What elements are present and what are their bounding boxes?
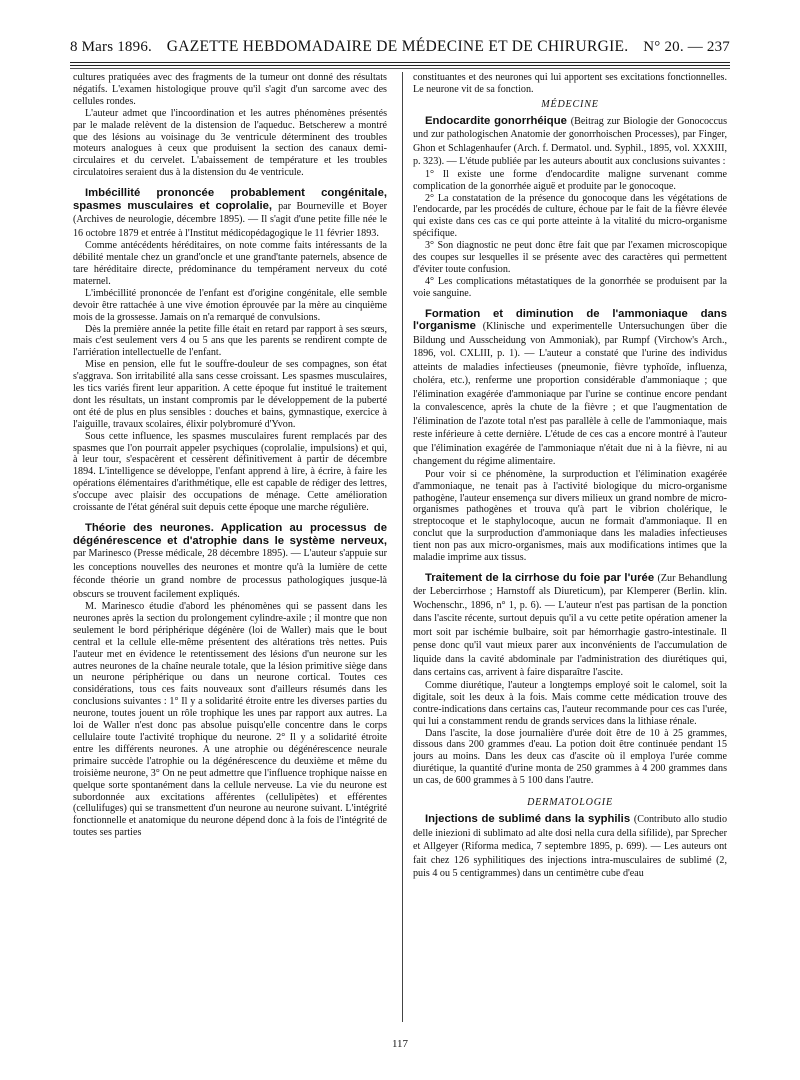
paragraph: L'imbécillité prononcée de l'enfant est d'origine congénitale, elle semble devoir être rattachée à une vive émotion éprouvée par la mère au cinquième mois de la grossesse. Jamais on n'a remarqué de convulsions. [73,287,387,323]
article-title: Formation et diminution de l'ammoniaque dans l'organisme [413,307,727,333]
paragraph: cultures pratiquées avec des fragments de la tumeur ont donné des résultats négatifs. L'examen histologique prouve qu'il s'agit d'un sarcome avec des cellules rondes. [73,72,387,107]
article-source: (Zur Behandlung der Lebercirrhose ; Harnstoff als Diureticum), par Klemperer (Berlin. klin. Wochenschr., 1896, n° 1, p. 6). — L'auteur n'est pas partisan de la ponction dans l'ascite récente, surtout depuis qu'il a vu cette petite opération amener la mort soit par ischémie bulbaire, soit par hémorrhagie gastro-intestinale. Il pense donc qu'il vaut mieux parer aux inconvénients de l'accumulation de liquide dans la cavité abdominale par l'administration des diurétiques qui, dans certains cas, arrivent à faire disparaître l'ascite. [413,572,727,679]
paragraph: Mise en pension, elle fut le souffre-douleur de ses compagnes, son état s'aggrava. Son irritabilité alla sans cesse croissant. Les spasmes musculaires, les tics variés firent leur apparition. A cette époque fut institué le traitement dont les résultats, un instant compromis par le développement de la puberté ont été de plus en plus sensibles : douches et bains, gymnastique, exercice à l'aiguille, travaux scolaires, élixir polybromuré d'Yvon. [73,359,387,430]
article-source: par Marinesco (Presse médicale, 28 décembre 1895). — L'auteur s'appuie sur les conceptions nouvelles des neurones et montre qu'à la lumière de cette féconde théorie un grand nombre de processus pathologiques jusque-là obscurs se trouvent facilement expliqués. [73,548,387,600]
header-rule [70,68,730,69]
paragraph: L'auteur admet que l'incoordination et les autres phénomènes présentés par le malade relèvent de la distension de l'aqueduc. Betscherew a montré que des lésions au voisinage du 3e ventricule déterminent des troubles moteurs analogues à ceux que produisent la section des canaux demi-circulaires et du cervelet. L'abaissement de température et les troubles circulatoires seraient dus à la distension du 4e ventricule. [73,107,387,179]
section-heading-medecine: MÉDECINE [541,98,599,110]
journal-title: GAZETTE HEBDOMADAIRE DE MÉDECINE ET DE CHIRURGIE. [166,38,629,55]
paragraph: Comme antécédents héréditaires, on note comme faits intéressants de la débilité mentale chez un grand'oncle et une grand'tante paternels, absence de tare héréditaire directe, prédominance du tempérament nerveux du coté maternel. [73,240,387,287]
column-divider [402,72,403,1022]
article-source: par Bourneville et Boyer (Archives de neurologie, décembre 1895). — Il s'agit d'une petite fille née le 16 octobre 1879 et entrée à l'Institut médicopédagogique le 11 février 1893. [73,200,387,239]
paragraph: 3° Son diagnostic ne peut donc être fait que par l'examen microscopique des coupes sur lesquelles il se présente avec des caractères qui permettent d'éviter toute confusion. [413,240,727,275]
article-imbecillite [73,187,387,514]
article-title: Traitement de la cirrhose du foie par l'urée [425,571,655,584]
left-column [73,72,387,1032]
page-number: 117 [391,1038,409,1050]
header-date: 8 Mars 1896. [70,39,152,55]
article-source: (Beitrag zur Biologie der Gonococcus und zur pathologischen Anatomie der gonorrhoischen Processes), par Finger, Ghon et Schlagenhaufer (Arch. f. Dermatol. und. Syphil., 1895, vol. XXXIII, p. 323). — L'étude publiée par les auteurs aboutit aux conclusions suivantes : [413,115,727,168]
issue-number: N° 20. — 237 [643,39,730,55]
page-header [70,38,730,60]
header-rule [70,65,730,66]
paragraph: Sous cette influence, les spasmes musculaires furent remplacés par des spasmes que l'on pourrait appeler psychiques (coprolalie, impulsions) et qui, à leur tour, s'espacèrent et cessèrent définitivement à partir de décembre 1894. L'intelligence se développe, l'enfant apprend à lire, à écrire, à faire les opérations élémentaires d'arithmétique, elle est capable de rédiger des lettres, s'occupe avec plaisir des occupations de ménage. Cette amélioration croissante de l'état général suit depuis cette époque une marche régulière. [73,430,387,514]
paragraph: 2° La constatation de la présence du gonocoque dans les végétations de l'endocarde, par les procédés de culture, échoue par le fait de la fièvre élevée qui existe dans ces cas ce qui porte atteinte à la vitalité du micro-organisme spécifique. [413,192,727,240]
article-ammoniaque [413,308,727,564]
paragraph: M. Marinesco étudie d'abord les phénomènes qui se passent dans les neurones après la section du prolongement cylindre-axile ; il montre que non seulement le bord périphérique dégénère (loi de Waller) mais que le bout central et la cellule elle-même présentent des altérations très nettes. Puis l'auteur met en évidence le retentissement des lésions d'un neurone sur les autres neurones de la chaîne neurale totale, que la lésion primitive siège dans un neurone périphérique ou dans un neurone cortical. Toutes ces considérations, tous ces faits nouveaux sont d'ailleurs résumés dans les conclusions suivantes : 1° Il y a solidarité étroite entre les diverses parties du neurone, toutes jouent un rôle trophique les unes par rapport aux autres. La loi de Waller n'est donc pas absolue puisqu'elle concentre dans le corps cellulaire toute l'activité trophique du neurone. 2° Il y a solidarité étroite entre les différents neurones. A une atrophie ou dégénérescence neurale primaire succède l'atrophie ou la dégénérescence du deuxième et même du troisième neurone, 3° On ne peut admettre que l'influence trophique naisse en quelque sorte spontanément dans la cellule nerveuse. La vie du neurone est subordonnée aux excitations afférentes (cellulipètes) et efférentes (cellulifuges) qui se transmettent d'un neurone au neurone suivant. L'intégrité fonctionnelle et anatomique du neurone dépend donc à la fois de l'intégrité de toutes ses parties [73,601,387,839]
article-cirrhose [413,572,727,787]
paragraph: 4° Les complications métastatiques de la gonorrhée se produisent par la voie sanguine. [413,275,727,299]
article-title: Imbécillité prononcée probablement congénitale, spasmes musculaires et coprolalie, [73,187,387,212]
article-source: (Klinische und experimentelle Untersuchungen über die Bildung und Ausscheidung von Ammoniak), par Rumpf (Virchow's Arch., 1896, vol. CXLIII, p. 1). — L'auteur a constaté que l'urine des individus atteints de maladies infectieuses (pneumonie, fièvre typhoïde, influenza, choléra, etc.), renferme une proportion considérable d'ammoniaque ; que l'élimination exagérée d'ammoniaque par l'urine se continue encore pendant la convalescence, après la chute de la fièvre ; et que l'augmentation de l'élimination de l'azote total n'est pas parallèle à celle de l'ammoniaque, mais reste inférieure à cette dernière. L'étude de ces cas a encore montré à l'auteur que l'élimination exagérée de l'ammoniaque n'était due ni à la fièvre, ni au changement du régime alimentaire. [413,321,727,468]
article-title: Injections de sublimé dans la syphilis [425,813,631,825]
article-title: Endocardite gonorrhéique [425,114,567,127]
right-column [413,72,727,1032]
paragraph: constituantes et des neurones qui lui apportent ses excitations fonctionnelles. Le neurone vit de sa fonction. [413,72,727,95]
article-sublime [413,813,727,881]
article-endocardite [413,115,727,300]
paragraph: Pour voir si ce phénomène, la surproduction et l'élimination exagérée d'ammoniaque, ne tenait pas à l'activité biologique du micro-organisme pathogène, l'auteur ensemença sur divers milieux un grand nombre de micro-organismes pathogènes et trouva qu'à part le vibrion cholérique, le streptocoque et le staphylocoque, aucun ne formait d'ammoniaque. Il en conclut que la surproduction d'ammoniaque dans les maladies infectieuses tient non pas aux micro-organismes, mais aux modifications intimes que la maladie imprime aux tissus. [413,468,727,564]
section-heading-dermatologie: DERMATOLOGIE [527,797,613,809]
paragraph: Comme diurétique, l'auteur a longtemps employé soit le calomel, soit la digitale, soit les deux à la fois. Mais comme cette médication trouve des contre-indications dans certains cas, l'auteur recommande pour ces cas l'urée, qui lui a constamment rendu de grands services dans la lithiase rénale. [413,679,727,727]
article-title: Théorie des neurones. Application au processus de dégénérescence et d'atrophie dans le système nerveux, [73,522,387,547]
paragraph: Dans l'ascite, la dose journalière d'urée doit être de 10 à 25 grammes, dissous dans 200 grammes d'eau. La potion doit être continuée pendant 15 jours au moins. Dans les deux cas d'ascite où il employa l'urée comme diurétique, la quantité d'urine monta de 250 grammes à 4 200 grammes dans un cas, de 600 grammes à 5 100 dans l'autre. [413,727,727,787]
article-neurones [73,522,387,839]
paragraph: Dès la première année la petite fille était en retard par rapport à ses sœurs, mais c'est seulement vers 4 ou 5 ans que les parents se rendirent compte de l'arriération intellectuelle de l'enfant. [73,323,387,359]
article-source: (Contributo allo studio delle iniezioni di sublimato ad alte dosi nella cura della sifilide), par Sprecher et Allgeyer (Riforma medica, 7 septembre 1895, p. 699). — Les auteurs ont fait chez 126 syphilitiques des injections intra-musculaires de sublimé (2, puis 4 ou 5 centigrammes) dans un centimètre cube d'eau [413,814,727,879]
header-rule [70,62,730,63]
paragraph: 1° Il existe une forme d'endocardite maligne survenant comme complication de la gonorrhée aiguë et produite par le gonocoque. [413,168,727,192]
